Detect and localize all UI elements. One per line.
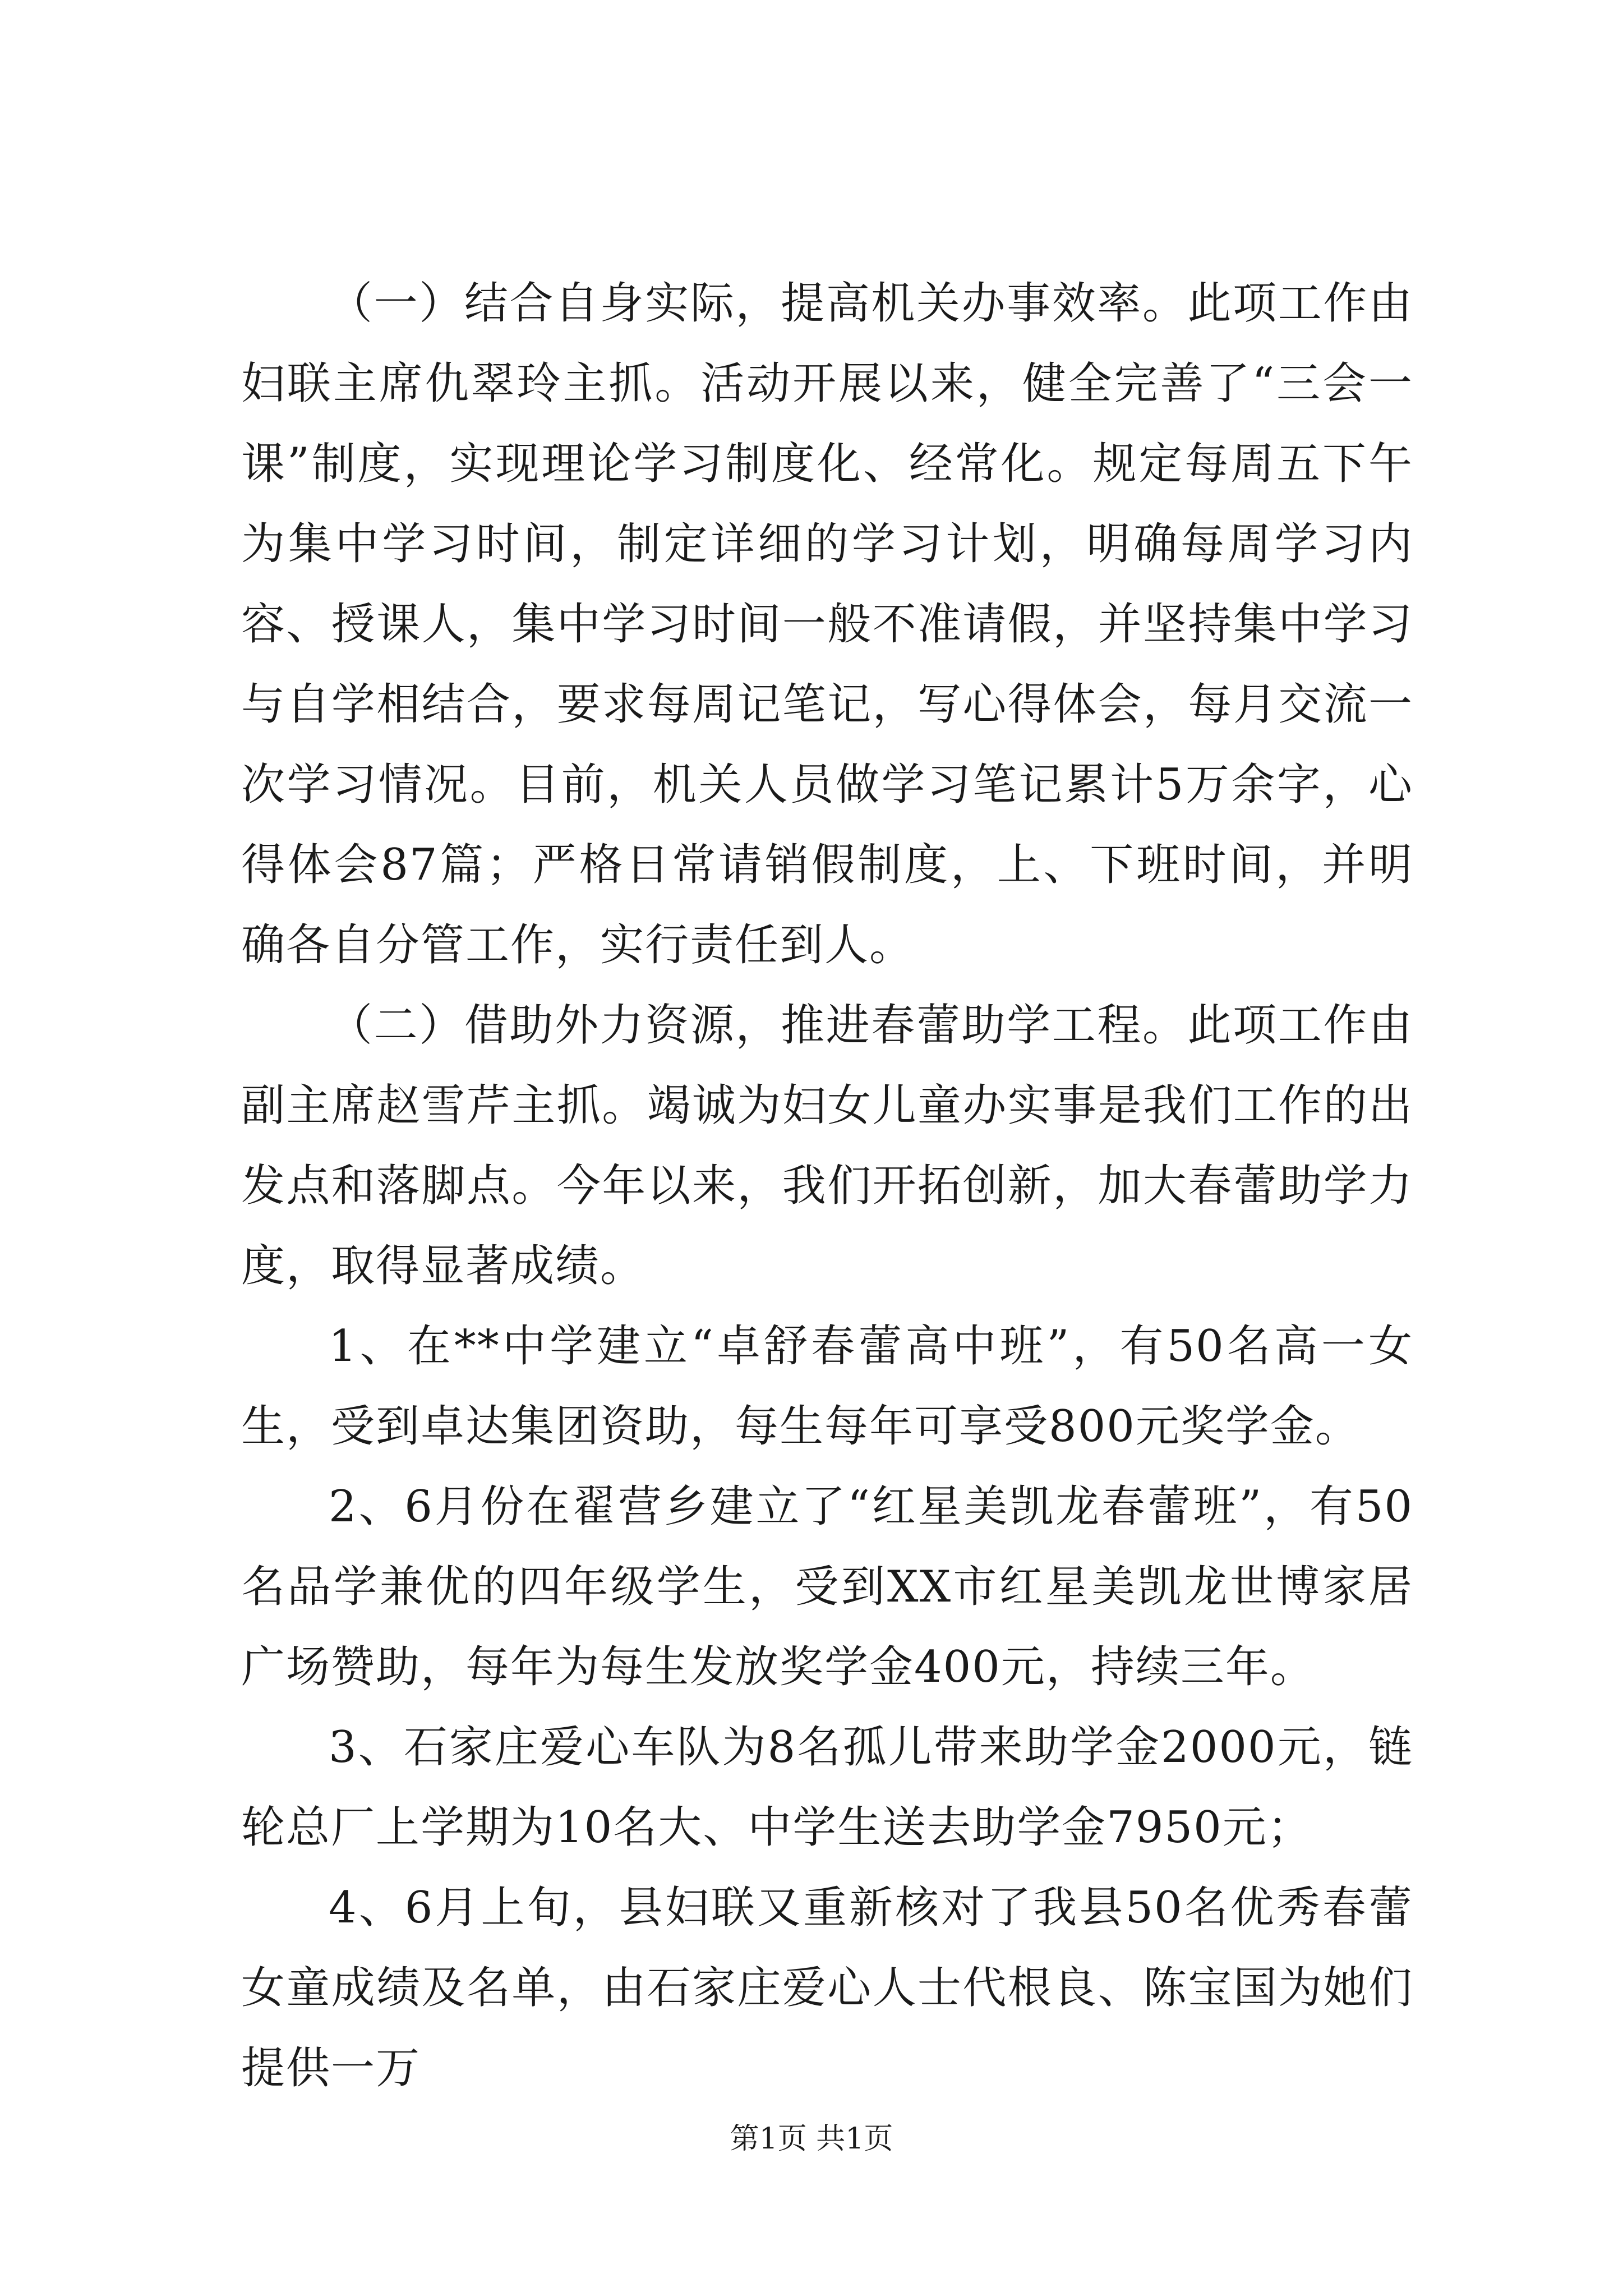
page-footer: 第1页 共1页 xyxy=(730,2122,893,2156)
paragraph-1: （一）结合自身实际，提高机关办事效率。此项工作由妇联主席仇翠玲主抓。活动开展以来，健全完善了“三会一课”制度，实现理论学习制度化、经常化。规定每周五下午为集中学习时间，制定详细的学习计划，明确每周学习内容、授课人，集中学习时间一般不准请假，并坚持集中学习与自学相结合，要求每周记笔记，写心得体会，每月交流一次学习情况。目前，机关人员做学习笔记累计5万余字，心得体会87篇；严格日常请销假制度，上、下班时间，并明确各自分管工作，实行责任到人。 xyxy=(241,278,1413,970)
paragraph-4: 2、6月份在翟营乡建立了“红星美凯龙春蕾班”，有50名品学兼优的四年级学生，受到XX市红星美凯龙世博家居广场赞助，每年为每生发放奖学金400元，持续三年。 xyxy=(241,1481,1413,1692)
paragraph-2: （二）借助外力资源，推进春蕾助学工程。此项工作由副主席赵雪芹主抓。竭诚为妇女儿童办实事是我们工作的出发点和落脚点。今年以来，我们开拓创新，加大春蕾助学力度，取得显著成绩。 xyxy=(241,1000,1413,1291)
paragraph-3: 1、在**中学建立“卓舒春蕾高中班”，有50名高一女生，受到卓达集团资助，每生每年可享受800元奖学金。 xyxy=(241,1321,1413,1452)
document-body xyxy=(241,264,1413,2109)
paragraph-6: 4、6月上旬，县妇联又重新核对了我县50名优秀春蕾女童成绩及名单，由石家庄爱心人士代根良、陈宝国为她们提供一万 xyxy=(241,1883,1413,2093)
paragraph-5: 3、石家庄爱心车队为8名孤儿带来助学金2000元，链轮总厂上学期为10名大、中学生送去助学金7950元； xyxy=(241,1722,1413,1853)
